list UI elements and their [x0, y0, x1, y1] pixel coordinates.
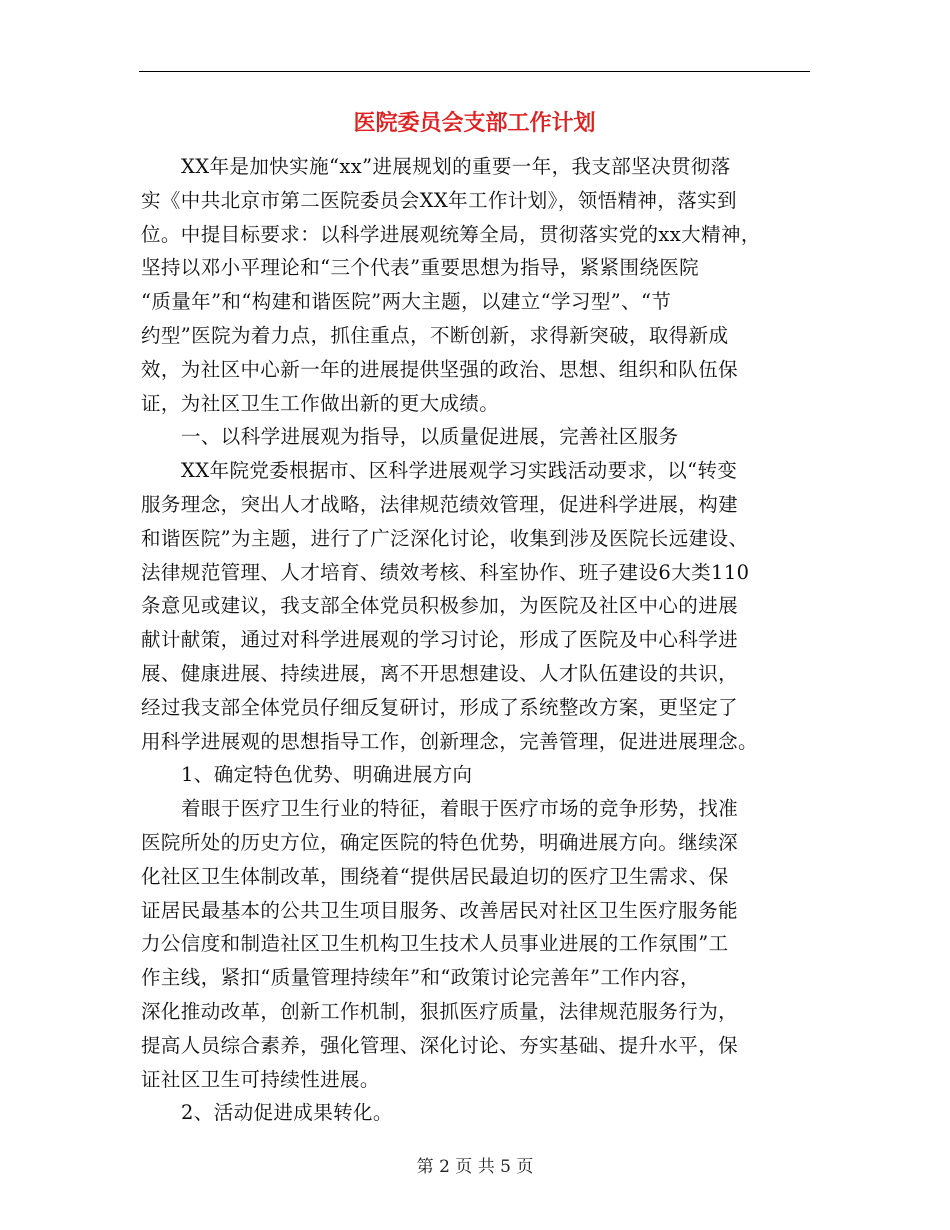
- text-line: 约型”医院为着力点，抓住重点，不断创新，求得新突破，取得新成: [141, 323, 729, 347]
- text-line: 献计献策，通过对科学进展观的学习讨论，形成了医院及中心科学进: [141, 628, 739, 652]
- text-line: 1、确定特色优势、明确进展方向: [181, 763, 473, 787]
- text-line: 法律规范管理、人才培育、绩效考核、科室协作、班子建设6大类110: [141, 560, 750, 584]
- text-line: 2、活动促进成果转化。: [181, 1101, 393, 1125]
- text-line: 实《中共北京市第二医院委员会XX年工作计划》，领悟精神，落实到: [141, 188, 737, 212]
- text-line: 提高人员综合素养，强化管理、深化讨论、夯实基础、提升水平，保: [141, 1033, 739, 1057]
- page-footer: 第 2 页 共 5 页: [416, 1157, 534, 1177]
- text-line: 一、以科学进展观为指导，以质量促进展，完善社区服务: [181, 425, 679, 449]
- text-line: 用科学进展观的思想指导工作，创新理念，完善管理，促进进展理念。: [141, 729, 758, 753]
- document-title: 医院委员会支部工作计划: [353, 110, 596, 136]
- text-line: 证社区卫生可持续性进展。: [141, 1067, 380, 1091]
- document-body: [141, 150, 821, 1130]
- text-line: 和谐医院”为主题，进行了广泛深化讨论，收集到涉及医院长远建设、: [141, 526, 749, 550]
- text-line: 着眼于医疗卫生行业的特征，着眼于医疗市场的竞争形势，找准: [181, 797, 739, 821]
- text-line: 力公信度和制造社区卫生机构卫生技术人员事业进展的工作氛围”工: [141, 932, 729, 956]
- text-line: 展、健康进展、持续进展，离不开思想建设、人才队伍建设的共识，: [141, 661, 739, 685]
- text-line: 医院所处的历史方位，确定医院的特色优势，明确进展方向。继续深: [141, 830, 739, 854]
- header-rule: [139, 71, 810, 72]
- text-line: 效，为社区中心新一年的进展提供坚强的政治、思想、组织和队伍保: [141, 357, 739, 381]
- text-line: 深化推动改革，创新工作机制，狠抓医疗质量，法律规范服务行为，: [141, 999, 739, 1023]
- text-line: 化社区卫生体制改革，围绕着“提供居民最迫切的医疗卫生需求、保: [141, 864, 729, 888]
- text-line: 服务理念，突出人才战略，法律规范绩效管理，促进科学进展，构建: [141, 492, 739, 516]
- text-line: 经过我支部全体党员仔细反复研讨，形成了系统整改方案，更坚定了: [141, 695, 739, 719]
- text-line: XX年是加快实施“xx”进展规划的重要一年，我支部坚决贯彻落: [181, 155, 731, 178]
- text-line: 证，为社区卫生工作做出新的更大成绩。: [141, 391, 500, 415]
- text-line: 作主线，紧扣“质量管理持续年”和“政策讨论完善年”工作内容，: [141, 966, 700, 990]
- text-line: XX年院党委根据市、区科学进展观学习实践活动要求，以“转变: [181, 459, 738, 483]
- text-line: “质量年”和“构建和谐医院”两大主题，以建立“学习型”、“节: [141, 290, 672, 314]
- text-line: 位。中提目标要求：以科学进展观统筹全局，贯彻落实党的xx大精神，: [141, 222, 761, 246]
- text-line: 坚持以邓小平理论和“三个代表”重要思想为指导，紧紧围绕医院: [141, 256, 700, 280]
- text-line: 条意见或建议，我支部全体党员积极参加，为医院及社区中心的进展: [141, 594, 739, 618]
- text-line: 证居民最基本的公共卫生项目服务、改善居民对社区卫生医疗服务能: [141, 898, 739, 922]
